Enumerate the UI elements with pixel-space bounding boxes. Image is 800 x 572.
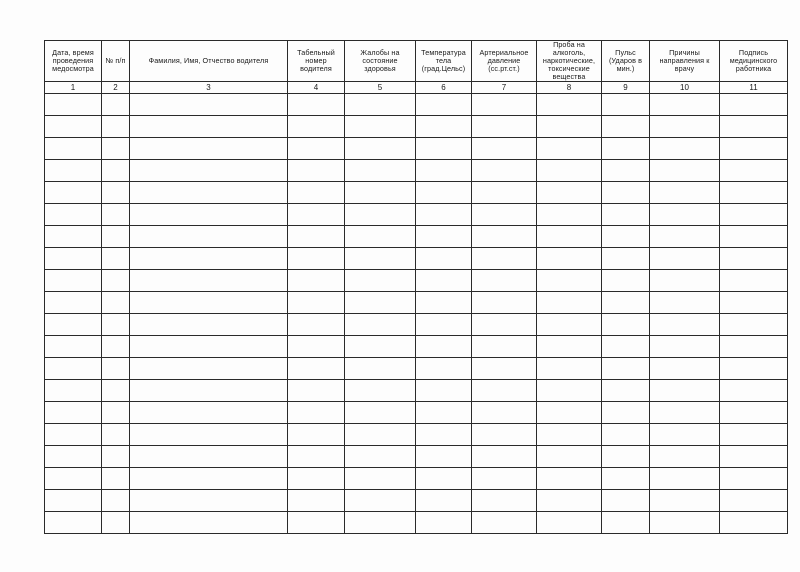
table-cell (130, 336, 288, 358)
table-cell (130, 94, 288, 116)
table-cell (130, 138, 288, 160)
table-cell (472, 446, 537, 468)
table-cell (650, 270, 720, 292)
table-row (45, 138, 788, 160)
table-cell (288, 336, 345, 358)
table-cell (537, 94, 602, 116)
table-cell (602, 182, 650, 204)
table-cell (720, 490, 788, 512)
table-cell (537, 512, 602, 534)
table-cell (650, 512, 720, 534)
table-cell (537, 314, 602, 336)
table-cell (650, 468, 720, 490)
table-row (45, 424, 788, 446)
table-cell (288, 380, 345, 402)
table-cell (45, 204, 102, 226)
table-cell (102, 182, 130, 204)
table-cell (720, 512, 788, 534)
table-cell (650, 490, 720, 512)
table-cell (602, 358, 650, 380)
table-cell (45, 490, 102, 512)
table-cell (650, 314, 720, 336)
table-cell (130, 248, 288, 270)
table-cell (416, 116, 472, 138)
table-cell (345, 94, 416, 116)
table-cell (102, 270, 130, 292)
table-cell (650, 182, 720, 204)
table-cell (650, 446, 720, 468)
table-cell (288, 160, 345, 182)
table-cell (537, 380, 602, 402)
table-cell (345, 380, 416, 402)
table-cell (345, 424, 416, 446)
table-cell (130, 292, 288, 314)
table-cell (720, 116, 788, 138)
table-cell (602, 204, 650, 226)
header-pulse: Пульс (Ударов в мин.) (602, 41, 650, 82)
table-cell (130, 468, 288, 490)
table-cell (650, 380, 720, 402)
table-cell (45, 270, 102, 292)
table-cell (720, 314, 788, 336)
table-row (45, 248, 788, 270)
table-cell (345, 160, 416, 182)
table-cell (537, 336, 602, 358)
table-cell (345, 182, 416, 204)
table-cell (130, 490, 288, 512)
table-cell (130, 314, 288, 336)
table-cell (602, 248, 650, 270)
table-cell (102, 226, 130, 248)
table-cell (416, 138, 472, 160)
table-cell (537, 402, 602, 424)
table-cell (416, 468, 472, 490)
table-cell (345, 358, 416, 380)
table-cell (602, 116, 650, 138)
medical-exam-journal-table (44, 40, 788, 534)
table-cell (345, 490, 416, 512)
table-cell (537, 490, 602, 512)
table-cell (45, 424, 102, 446)
table-row (45, 512, 788, 534)
table-cell (416, 204, 472, 226)
table-cell (650, 336, 720, 358)
table-cell (102, 336, 130, 358)
table-cell (537, 138, 602, 160)
table-cell (416, 490, 472, 512)
table-cell (416, 182, 472, 204)
table-cell (720, 468, 788, 490)
table-row (45, 336, 788, 358)
table-cell (472, 270, 537, 292)
table-cell (472, 248, 537, 270)
table-cell (130, 116, 288, 138)
table-cell (537, 160, 602, 182)
column-number: 7 (472, 82, 537, 94)
header-body-temperature: Температура тела (град.Цельс) (416, 41, 472, 82)
table-cell (602, 138, 650, 160)
table-row (45, 292, 788, 314)
table-cell (720, 182, 788, 204)
header-medic-signature: Подпись медицинского работника (720, 41, 788, 82)
table-cell (288, 512, 345, 534)
table-cell (45, 248, 102, 270)
table-row (45, 402, 788, 424)
table-cell (472, 292, 537, 314)
table-cell (102, 490, 130, 512)
table-cell (472, 336, 537, 358)
table-cell (45, 402, 102, 424)
column-number: 8 (537, 82, 602, 94)
table-cell (288, 402, 345, 424)
table-cell (288, 446, 345, 468)
column-number: 3 (130, 82, 288, 94)
table-cell (130, 204, 288, 226)
table-cell (537, 182, 602, 204)
table-row (45, 446, 788, 468)
table-cell (537, 204, 602, 226)
table-cell (416, 160, 472, 182)
table-row (45, 116, 788, 138)
table-cell (416, 380, 472, 402)
table-cell (416, 226, 472, 248)
table-cell (102, 138, 130, 160)
table-cell (345, 248, 416, 270)
table-row (45, 270, 788, 292)
table-cell (345, 204, 416, 226)
table-cell (288, 182, 345, 204)
table-cell (650, 138, 720, 160)
column-number: 11 (720, 82, 788, 94)
table-cell (345, 292, 416, 314)
table-cell (472, 138, 537, 160)
table-cell (288, 116, 345, 138)
table-cell (720, 292, 788, 314)
column-number: 2 (102, 82, 130, 94)
table-cell (345, 314, 416, 336)
table-cell (472, 468, 537, 490)
column-number-row (45, 82, 788, 94)
table-cell (45, 138, 102, 160)
column-number: 10 (650, 82, 720, 94)
table-cell (416, 424, 472, 446)
table-cell (288, 204, 345, 226)
table-cell (720, 336, 788, 358)
table-cell (472, 226, 537, 248)
table-cell (472, 116, 537, 138)
table-cell (537, 424, 602, 446)
table-cell (602, 336, 650, 358)
table-cell (45, 182, 102, 204)
table-cell (720, 270, 788, 292)
table-cell (345, 116, 416, 138)
table-row (45, 226, 788, 248)
table-cell (102, 116, 130, 138)
table-row (45, 94, 788, 116)
table-cell (650, 116, 720, 138)
table-cell (102, 292, 130, 314)
table-cell (45, 314, 102, 336)
table-cell (472, 380, 537, 402)
table-cell (602, 446, 650, 468)
table-cell (102, 94, 130, 116)
table-cell (102, 424, 130, 446)
table-cell (345, 270, 416, 292)
header-alcohol-test: Проба на алкоголь, наркотические, токсические вещества (537, 41, 602, 82)
table-cell (45, 358, 102, 380)
table-cell (720, 424, 788, 446)
table-cell (472, 314, 537, 336)
table-cell (416, 314, 472, 336)
table-cell (45, 94, 102, 116)
table-cell (602, 292, 650, 314)
table-cell (288, 138, 345, 160)
table-cell (537, 226, 602, 248)
table-cell (602, 424, 650, 446)
table-cell (288, 358, 345, 380)
table-cell (472, 94, 537, 116)
table-cell (602, 468, 650, 490)
table-cell (720, 226, 788, 248)
table-cell (288, 468, 345, 490)
table-cell (650, 402, 720, 424)
table-cell (537, 292, 602, 314)
table-row (45, 490, 788, 512)
table-cell (130, 160, 288, 182)
table-cell (537, 358, 602, 380)
table-cell (650, 358, 720, 380)
table-cell (537, 248, 602, 270)
table-cell (472, 512, 537, 534)
table-cell (720, 248, 788, 270)
table-cell (288, 292, 345, 314)
table-cell (416, 94, 472, 116)
table-cell (345, 138, 416, 160)
table-cell (602, 490, 650, 512)
table-row (45, 380, 788, 402)
header-driver-name: Фамилия, Имя, Отчество водителя (130, 41, 288, 82)
table-row (45, 182, 788, 204)
table-cell (45, 226, 102, 248)
table-cell (720, 380, 788, 402)
table-row (45, 314, 788, 336)
table-cell (720, 94, 788, 116)
table-row (45, 160, 788, 182)
header-health-complaints: Жалобы на состояние здоровья (345, 41, 416, 82)
table-cell (345, 512, 416, 534)
header-row-number: № п/п (102, 41, 130, 82)
table-cell (102, 402, 130, 424)
table-cell (130, 380, 288, 402)
table-cell (602, 94, 650, 116)
table-cell (102, 446, 130, 468)
table-cell (416, 336, 472, 358)
table-cell (288, 490, 345, 512)
table-cell (650, 292, 720, 314)
table-cell (288, 94, 345, 116)
table-cell (45, 292, 102, 314)
table-cell (345, 226, 416, 248)
table-cell (472, 490, 537, 512)
table-cell (102, 358, 130, 380)
table-cell (650, 226, 720, 248)
table-cell (720, 138, 788, 160)
table-cell (130, 512, 288, 534)
table-cell (102, 204, 130, 226)
table-cell (45, 336, 102, 358)
table-cell (288, 248, 345, 270)
table-cell (45, 116, 102, 138)
table-cell (416, 292, 472, 314)
table-cell (650, 160, 720, 182)
table-cell (345, 402, 416, 424)
column-number: 6 (416, 82, 472, 94)
table-cell (345, 336, 416, 358)
table-row (45, 468, 788, 490)
table-cell (416, 446, 472, 468)
table-cell (602, 270, 650, 292)
table-cell (45, 380, 102, 402)
header-date-time: Дата, время проведения медосмотра (45, 41, 102, 82)
column-number: 5 (345, 82, 416, 94)
table-cell (288, 424, 345, 446)
table-row (45, 358, 788, 380)
table-cell (720, 160, 788, 182)
table-cell (102, 468, 130, 490)
table-cell (720, 402, 788, 424)
table-cell (416, 512, 472, 534)
table-cell (537, 270, 602, 292)
table-cell (650, 424, 720, 446)
table-cell (102, 160, 130, 182)
table-cell (602, 402, 650, 424)
table-cell (472, 204, 537, 226)
table-cell (650, 94, 720, 116)
table-cell (472, 160, 537, 182)
column-number: 4 (288, 82, 345, 94)
table-cell (537, 446, 602, 468)
table-cell (102, 380, 130, 402)
table-cell (720, 204, 788, 226)
header-employee-number: Табельный номер водителя (288, 41, 345, 82)
table-cell (416, 248, 472, 270)
table-cell (602, 380, 650, 402)
table-cell (130, 182, 288, 204)
table-cell (130, 446, 288, 468)
header-row (45, 41, 788, 82)
table-cell (472, 402, 537, 424)
table-cell (288, 314, 345, 336)
table-cell (537, 468, 602, 490)
table-cell (45, 446, 102, 468)
table-cell (102, 248, 130, 270)
table-cell (472, 424, 537, 446)
table-cell (720, 358, 788, 380)
table-cell (602, 512, 650, 534)
journal-body (45, 94, 788, 534)
table-cell (130, 226, 288, 248)
table-cell (345, 446, 416, 468)
table-cell (416, 402, 472, 424)
table-cell (130, 270, 288, 292)
header-blood-pressure: Артериальное давление (сс.рт.ст.) (472, 41, 537, 82)
table-cell (650, 204, 720, 226)
table-cell (102, 512, 130, 534)
table-cell (602, 160, 650, 182)
column-number: 9 (602, 82, 650, 94)
table-cell (650, 248, 720, 270)
table-cell (472, 358, 537, 380)
table-cell (130, 424, 288, 446)
table-cell (45, 512, 102, 534)
table-cell (45, 160, 102, 182)
column-number: 1 (45, 82, 102, 94)
table-cell (472, 182, 537, 204)
table-cell (602, 314, 650, 336)
table-cell (602, 226, 650, 248)
table-cell (130, 402, 288, 424)
table-cell (288, 226, 345, 248)
table-cell (537, 116, 602, 138)
table-cell (345, 468, 416, 490)
table-cell (288, 270, 345, 292)
table-cell (416, 358, 472, 380)
table-cell (45, 468, 102, 490)
table-row (45, 204, 788, 226)
table-cell (130, 358, 288, 380)
header-doctor-referral: Причины направления к врачу (650, 41, 720, 82)
table-cell (102, 314, 130, 336)
table-cell (720, 446, 788, 468)
table-cell (416, 270, 472, 292)
